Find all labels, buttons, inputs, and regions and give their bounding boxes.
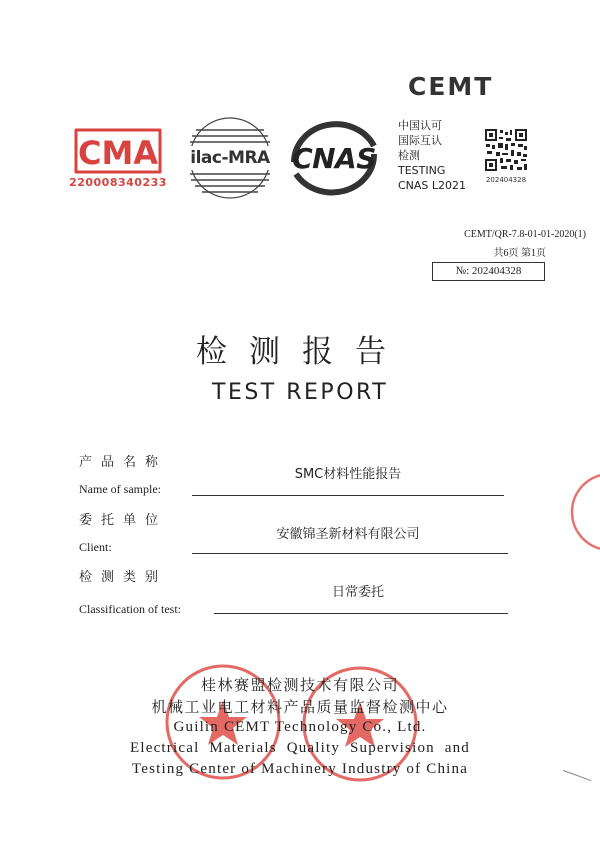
- qr-code: [484, 128, 528, 172]
- corner-mark: [563, 770, 592, 782]
- field-underline: [192, 495, 504, 496]
- field-value-classification: 日常委托: [331, 585, 384, 600]
- cert-line: CNAS L2021: [398, 179, 467, 192]
- org-center-cn: 机械工业电工材料产品质量监督检测中心: [151, 698, 449, 716]
- cemt-logo: CEMT: [408, 72, 494, 101]
- cnas-mark-text: CNAS: [292, 142, 376, 175]
- report-number-box: [432, 262, 545, 281]
- cert-line: TESTING: [398, 164, 446, 177]
- cert-line: 国际互认: [398, 134, 442, 147]
- org-name-en: Guilin CEMT Technology Co., Ltd.: [173, 719, 427, 735]
- org-name-cn: 桂林赛盟检测技术有限公司: [200, 676, 399, 694]
- page-count: 共6页 第1页: [493, 248, 546, 259]
- red-seal-icon: [570, 462, 600, 562]
- qr-code-icon: [484, 128, 528, 172]
- cnas-logo: [282, 116, 386, 198]
- field-value-client: 安徽锦圣新材料有限公司: [276, 527, 420, 542]
- ilac-mra-text: ilac-MRA: [190, 148, 270, 168]
- org-center-en-line1: Electrical Materials Quality Supervision and: [129, 740, 471, 756]
- report-title-en: TEST REPORT: [212, 380, 389, 405]
- field-value-sample: SMC材料性能报告: [294, 467, 402, 482]
- form-code: CEMT/QR-7.8-01-01-2020(1): [464, 229, 586, 240]
- cert-line: 检测: [398, 149, 420, 162]
- field-label-en: Client:: [79, 540, 112, 554]
- ilac-mra-logo: [186, 114, 274, 202]
- accreditation-text: [398, 118, 482, 193]
- field-underline: [192, 553, 508, 554]
- report-title-cn: 检测报告: [196, 334, 408, 370]
- field-label-cn: 产品名称: [79, 455, 168, 470]
- org-center-en-line2: Testing Center of Machinery Industry of China: [131, 761, 469, 777]
- qr-caption: 202404328: [485, 176, 527, 184]
- cma-logo: [66, 126, 170, 192]
- field-label-cn: 委托单位: [79, 513, 168, 528]
- report-number: №: 202404328: [455, 265, 522, 277]
- field-label-en: Classification of test:: [79, 602, 181, 616]
- page-edge-seal: [570, 462, 600, 562]
- field-label-cn: 检测类别: [79, 570, 168, 585]
- cma-number: 220008340233: [69, 176, 167, 189]
- field-label-en: Name of sample:: [79, 482, 161, 496]
- field-underline: [214, 613, 508, 614]
- cma-mark-text: CMA: [77, 134, 159, 172]
- cert-line: 中国认可: [398, 119, 442, 132]
